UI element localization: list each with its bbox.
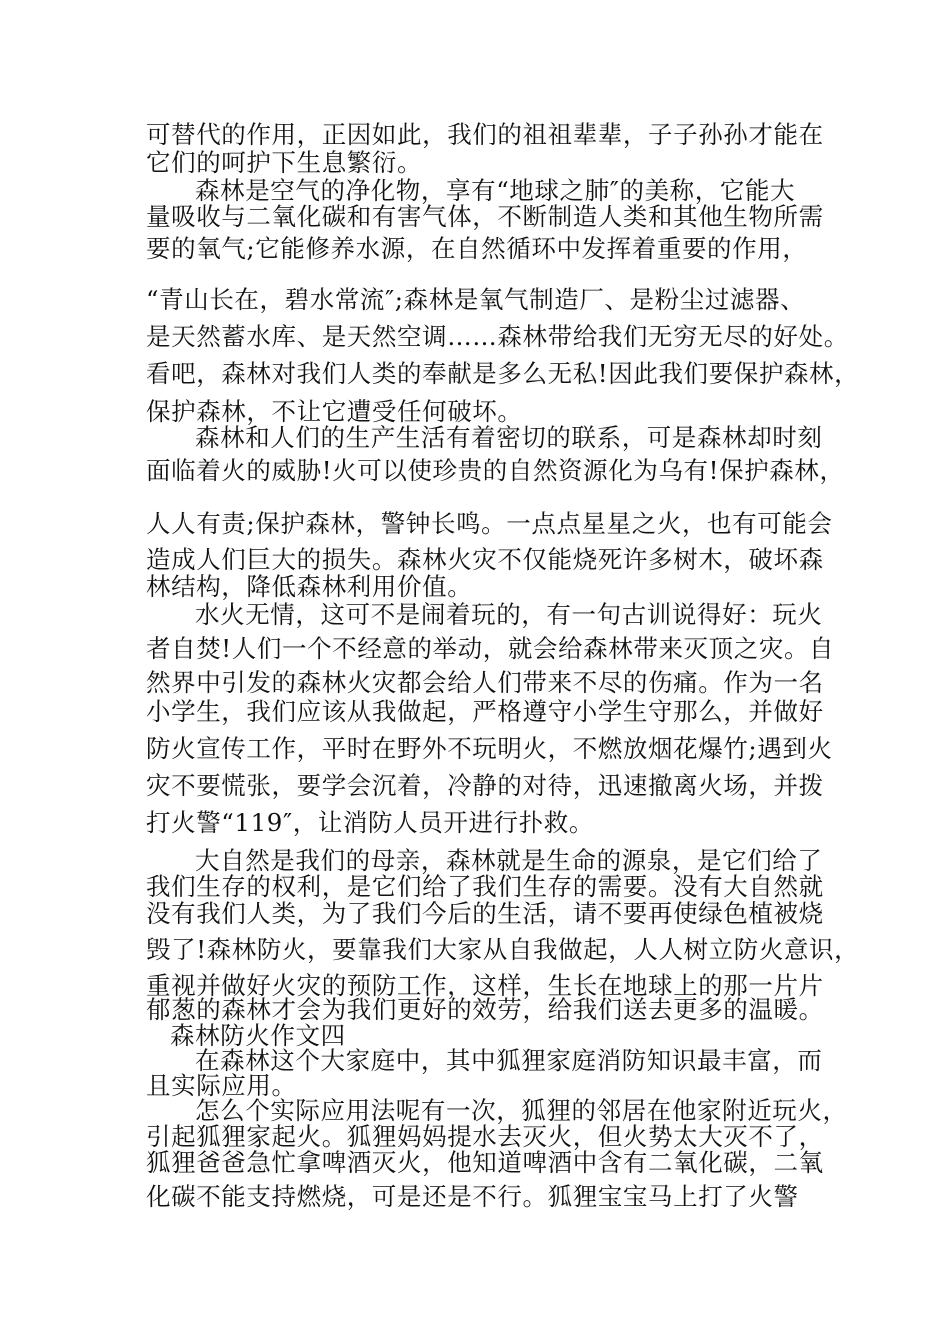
text-line: 防火宣传工作，平时在野外不玩明火，不燃放烟花爆竹;遇到火 [146,734,833,763]
text-line: 保护森林，不让它遭受任何破坏。 [146,397,523,426]
text-line: 看吧，森林对我们人类的奉献是多么无私!因此我们要保护森林， [146,359,860,388]
text-line: 可替代的作用，正因如此，我们的祖祖辈辈，子子孙孙才能在 [146,120,824,149]
text-line: 造成人们巨大的损失。森林火灾不仅能烧死许多树木，破坏森 [146,545,824,574]
text-line: 毁了!森林防火，要靠我们大家从自我做起，人人树立防火意识， [146,935,860,964]
text-line: 没有我们人类，为了我们今后的生活，请不要再使绿色植被烧 [146,899,824,928]
text-line: “青山长在，碧水常流″;森林是氧气制造厂、是粉尘过滤器、 [146,285,806,314]
text-line: 灾不要慌张，要学会沉着，冷静的对待，迅速撤离火场，并拨 [146,771,824,800]
text-line: 郁葱的森林才会为我们更好的效劳，给我们送去更多的温暖。 [146,995,824,1024]
paragraph-start: 怎么个实际应用法呢有一次，狐狸的邻居在他家附近玩火， [195,1096,848,1125]
text-line: 是天然蓄水库、是天然空调……森林带给我们无穷无尽的好处。 [146,322,849,351]
paragraph-start: 森林和人们的生产生活有着密切的联系，可是森林却时刻 [195,423,823,452]
paragraph-start: 森林是空气的净化物，享有“地球之肺″的美称，它能大 [195,176,796,205]
text-line: 且实际应用。 [146,1071,297,1100]
text-line: 量吸收与二氧化碳和有害气体，不断制造人类和其他生物所需 [146,202,824,231]
text-line: 然界中引发的森林火灾都会给人们带来不尽的伤痛。作为一名 [146,668,824,697]
text-line: 者自焚!人们一个不经意的举动，就会给森林带来灭顶之灾。自 [146,634,835,663]
text-line: 重视并做好火灾的预防工作，这样，生长在地球上的那一片片 [146,971,824,1000]
text-line: 我们生存的权利，是它们给了我们生存的需要。没有大自然就 [146,872,824,901]
text-line: 小学生，我们应该从我做起，严格遵守小学生守那么，并做好 [146,697,824,726]
text-line: 面临着火的威胁!火可以使珍贵的自然资源化为乌有!保护森林， [146,456,845,485]
paragraph-start: 水火无情，这可不是闹着玩的，有一句古训说得好：玩火 [195,600,823,629]
paragraph-start: 在森林这个大家庭中，其中狐狸家庭消防知识最丰富，而 [195,1046,823,1075]
text-line: 人人有责;保护森林，警钟长鸣。一点点星星之火，也有可能会 [146,509,833,538]
text-line: 打火警“119″，让消防人员开进行扑救。 [146,808,594,837]
paragraph-start: 大自然是我们的母亲，森林就是生命的源泉，是它们给了 [195,846,823,875]
section-heading: 森林防火作文四 [170,1021,346,1050]
text-line: 要的氧气;它能修养水源，在自然循环中发挥着重要的作用， [146,234,808,263]
text-line: 引起狐狸家起火。狐狸妈妈提水去灭火，但火势太大灭不了， [146,1122,824,1151]
text-line: 化碳不能支持燃烧，可是还是不行。狐狸宝宝马上打了火警 [146,1182,799,1211]
text-line: 林结构，降低森林利用价值。 [146,572,473,601]
text-line: 狐狸爸爸急忙拿啤酒灭火，他知道啤酒中含有二氧化碳，二氧 [146,1148,824,1177]
text-line: 它们的呵护下生息繁衍。 [146,148,423,177]
